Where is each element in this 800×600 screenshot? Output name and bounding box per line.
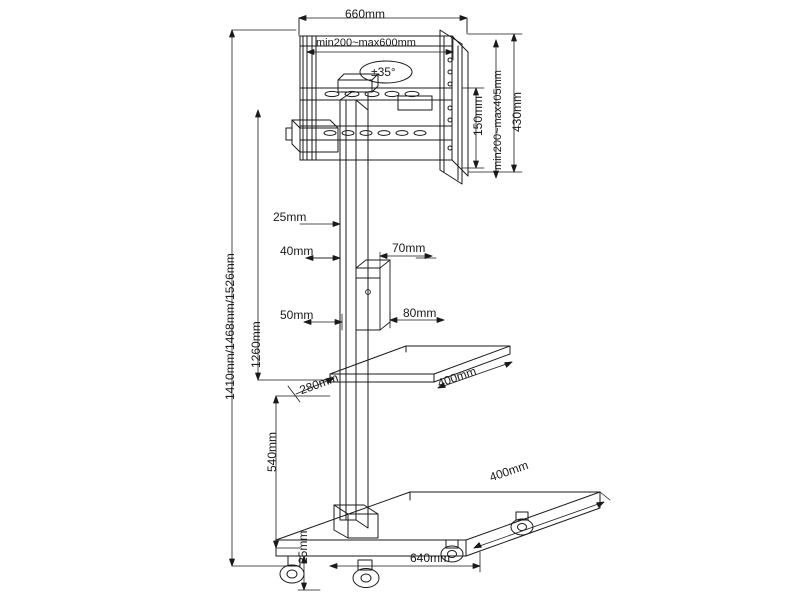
dim-label-shelf-offset-left: 50mm [280, 308, 314, 322]
dim-label-shelf-width: 400mm [435, 364, 479, 391]
dim-base-640 [330, 552, 480, 572]
dim-label-shelf-depth: 280mm [297, 370, 341, 398]
base-plate [276, 492, 600, 556]
dim-label-shelf-offset-right: 80mm [403, 306, 437, 320]
dim-label-vesa-height-range: min200~max405mm [492, 70, 504, 170]
dim-label-shelf-bracket-right: 70mm [392, 241, 426, 255]
dim-label-bracket-outer-height: 430mm [510, 91, 524, 132]
dim-label-tilt-angle: ±35° [371, 65, 396, 79]
dim-label-vesa-width-range: min200~max600mm [316, 37, 416, 49]
dim-label-total-height: 1410mm/1468mm/1526mm [223, 253, 237, 400]
casters [280, 512, 533, 588]
dim-base-400 [474, 492, 610, 548]
dim-label-base-width: 640mm [410, 551, 451, 565]
dim-label-shelf-height: 1260mm [249, 321, 263, 368]
dim-label-base-to-shelf-height: 540mm [265, 431, 279, 472]
dim-label-base-depth: 400mm [487, 458, 531, 485]
dim-label-bracket-inner-height: 150mm [471, 95, 485, 136]
dim-label-top-width: 660mm [345, 7, 386, 21]
dim-label-pole-left-offset: 25mm [273, 210, 307, 224]
dim-total-height [230, 30, 301, 566]
dim-label-shelf-bracket-left: 40mm [280, 244, 314, 258]
dim-540mm [274, 396, 331, 548]
pole-shelf-bracket [356, 260, 390, 330]
middle-shelf [330, 346, 510, 382]
dim-label-caster-height: 25mm [296, 530, 310, 564]
